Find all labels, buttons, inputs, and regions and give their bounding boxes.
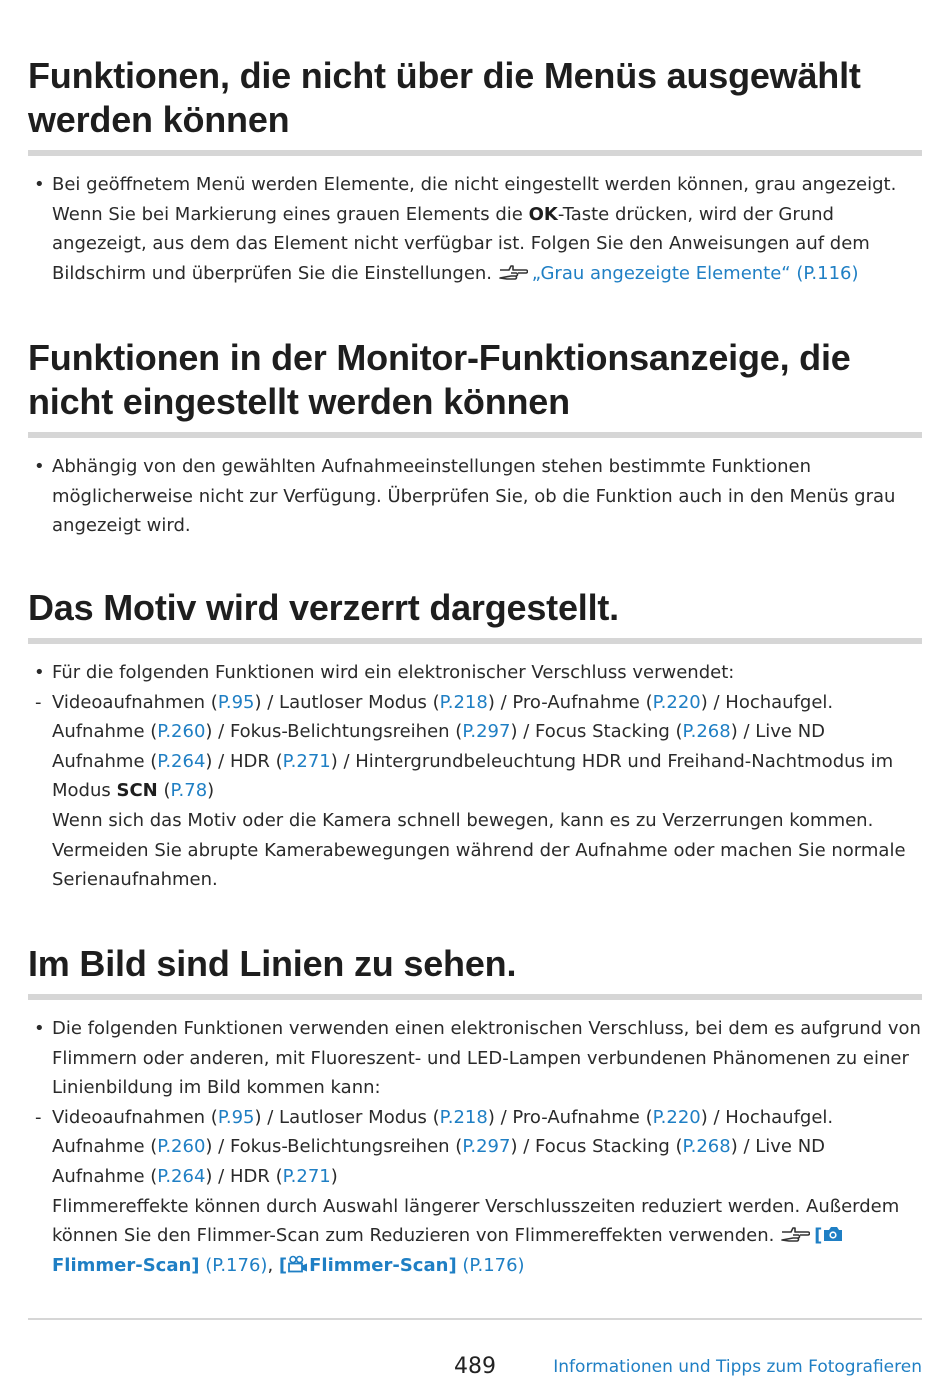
heading-rule xyxy=(28,150,922,156)
bullet-item: • Die folgenden Funktionen verwenden einen elektronischen Verschluss, bei dem es aufgrund von Flimmern oder anderen, mit Fluoreszent- und LED-Lampen verbundenen Phänomenen zu einer Linienbildung im Bild kommen kann: xyxy=(28,1014,922,1103)
bullet-dot-icon: • xyxy=(34,174,45,195)
page-link[interactable]: P.260 xyxy=(157,1136,206,1158)
page-link[interactable]: P.297 xyxy=(462,721,511,743)
page-link[interactable]: P.220 xyxy=(652,1106,701,1128)
section-menu-grey-items xyxy=(28,54,922,288)
dash-icon: - xyxy=(35,691,42,713)
page-link[interactable]: P.297 xyxy=(462,1136,511,1158)
section-lines-in-image xyxy=(28,942,922,1280)
ref-link-grey-items[interactable]: „Grau angezeigte Elemente“ (P.116) xyxy=(531,262,859,284)
bullet-dot-icon: • xyxy=(34,662,45,683)
page-link[interactable]: (P.176) xyxy=(462,1254,525,1276)
section-heading: Funktionen, die nicht über die Menüs ausgewählt werden können xyxy=(28,55,861,140)
paragraph: Flimmereffekte können durch Auswahl längerer Verschlusszeiten reduziert werden. Außerdem können Sie den Flimmer-Scan zum Reduzieren von Flimmereffekten verwenden. [Flimmer-Scan] (P.176), [ Flimmer-Scan] (P.176) xyxy=(52,1195,900,1276)
page-link[interactable]: P.218 xyxy=(439,1106,488,1128)
page-link[interactable]: P.271 xyxy=(282,750,331,772)
page-link[interactable]: P.264 xyxy=(157,1165,206,1187)
function-list-text: Videoaufnahmen (P.95) / Lautloser Modus (P.218) / Pro-Aufnahme (P.220) / Hochaufgel. Aufnahme (P.260) / Fokus-Belichtungsreihen (P.297) / Focus Stacking (P.268) / Live ND Aufnahme (P.264) / HDR (P.271) xyxy=(52,1106,834,1187)
page-link[interactable]: P.218 xyxy=(439,691,488,713)
bullet-dot-icon: • xyxy=(34,1018,45,1039)
scn-mode-label: SCN xyxy=(116,780,158,802)
function-list xyxy=(28,688,922,806)
bullet-item: • Abhängig von den gewählten Aufnahmeeinstellungen stehen bestimmte Funktionen möglicherweise nicht zur Verfügung. Überprüfen Sie, ob die Funktion auch in den Menüs grau angezeigt wird. xyxy=(28,452,922,541)
section-heading: Im Bild sind Linien zu sehen. xyxy=(28,943,517,984)
pointing-hand-icon xyxy=(780,1225,810,1243)
page-link[interactable]: P.95 xyxy=(217,1106,255,1128)
ok-key-label: OK xyxy=(528,203,558,225)
dash-icon: - xyxy=(35,1106,42,1128)
heading-rule xyxy=(28,994,922,1000)
movie-camera-icon xyxy=(287,1255,309,1273)
heading-rule xyxy=(28,638,922,644)
paragraph: Wenn sich das Motiv oder die Kamera schnell bewegen, kann es zu Verzerrungen kommen. Vermeiden Sie abrupte Kamerabewegungen während der Aufnahme oder machen Sie normale Serienaufnahmen. xyxy=(52,809,906,891)
page-link[interactable]: P.260 xyxy=(157,721,206,743)
page-number: 489 xyxy=(454,1354,496,1379)
page-link[interactable]: P.78 xyxy=(170,780,208,802)
bullet-item: • Bei geöffnetem Menü werden Elemente, die nicht eingestellt werden können, grau angezeigt. Wenn Sie bei Markierung eines grauen Elements die OK-Taste drücken, wird der Grund angezeigt, aus dem das Element nicht verfügbar ist. Folgen Sie den Anweisungen auf dem Bildschirm und überprüfen Sie die Einstellungen. „Grau angezeigte Elemente“ (P.116) xyxy=(28,170,922,288)
page-link[interactable]: P.95 xyxy=(217,691,255,713)
function-list-text: Videoaufnahmen (P.95) / Lautloser Modus (P.218) / Pro-Aufnahme (P.220) / Hochaufgel. Aufnahme (P.260) / Fokus-Belichtungsreihen (P.297) / Focus Stacking (P.268) / Live ND Aufnahme (P.264) / HDR (P.271) / Hintergrundbeleuchtung HDR und Freihand-Nachtmodus im Modus SCN (P.78) xyxy=(52,691,894,802)
section-heading: Funktionen in der Monitor-Funktionsanzeige, die nicht eingestellt werden können xyxy=(28,337,851,422)
section-monitor-panel xyxy=(28,336,922,541)
section-distortion xyxy=(28,586,922,895)
page-link[interactable]: P.264 xyxy=(157,750,206,772)
footer-rule xyxy=(28,1318,922,1320)
chapter-link[interactable]: Informationen und Tipps zum Fotografieren xyxy=(553,1357,922,1377)
page-link[interactable]: P.271 xyxy=(282,1165,331,1187)
pointing-hand-icon xyxy=(498,263,528,281)
page-link[interactable]: (P.176) xyxy=(205,1254,268,1276)
camera-icon xyxy=(822,1225,844,1243)
function-list xyxy=(28,1103,922,1192)
heading-rule xyxy=(28,432,922,438)
ref-link-photo-flicker-scan[interactable]: [Flimmer-Scan] xyxy=(52,1225,844,1276)
section-heading: Das Motiv wird verzerrt dargestellt. xyxy=(28,587,619,628)
page-link[interactable]: P.220 xyxy=(652,691,701,713)
bullet-item: • Für die folgenden Funktionen wird ein elektronischer Verschluss verwendet: xyxy=(28,658,922,688)
bullet-dot-icon: • xyxy=(34,456,45,477)
page-link[interactable]: P.268 xyxy=(682,1136,731,1158)
page-link[interactable]: P.268 xyxy=(682,721,731,743)
ref-link-movie-flicker-scan[interactable]: [ Flimmer-Scan] xyxy=(278,1254,457,1276)
